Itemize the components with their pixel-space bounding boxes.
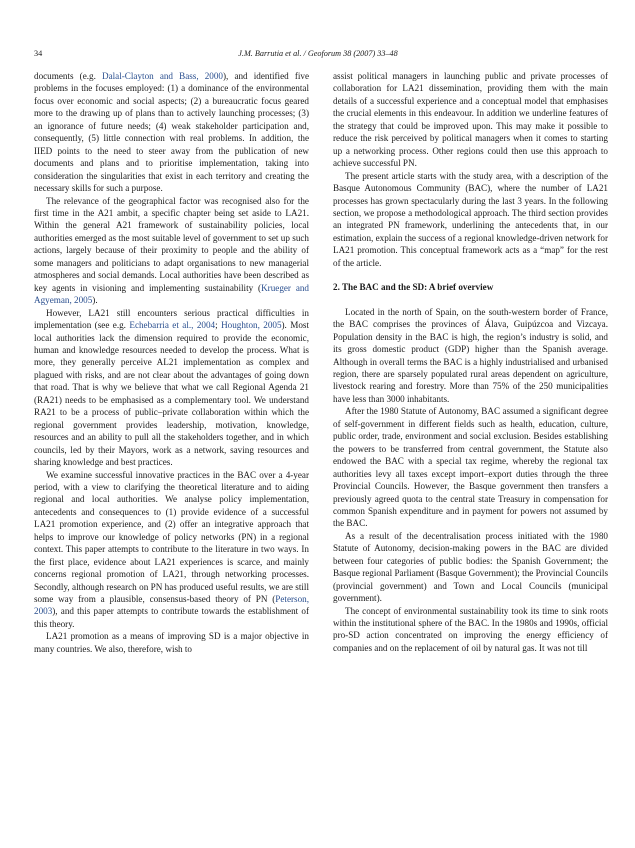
citation-link[interactable]: Houghton, 2005 — [221, 320, 282, 331]
running-header — [34, 49, 602, 61]
paragraph: The present article starts with the study area, with a description of the Basque Autonomous Community (BAC), where the number of LA21 processes has grown spectacularly during the last 3 years. In the following section, we propose a methodological approach. The third section provides an integrated PN framework, underlining the antecedents that, in our estimation, explain the success of a regional knowledge-driven network for LA21 promotion. This conceptual framework acts as a “map” for the rest of the article. — [333, 170, 608, 268]
section-heading: 2. The BAC and the SD: A brief overview — [333, 282, 494, 293]
paragraph: assist political managers in launching public and private processes of collaboration for LA21 dissemination, providing them with the main details of a successful experience and a conceptual model that emphasises the crucial elements in this endeavour. In addition we underline features of the strategy that could be improved upon. This may make it possible to reduce the risk perceived by political managers when it comes to starting up a networking process. Other regions could then use this approach to achieve successful PN. — [333, 71, 608, 169]
citation-link[interactable]: Peterson, 2003 — [34, 594, 309, 617]
citation-link[interactable]: Dalal-Clayton and Bass, 2000 — [102, 71, 223, 81]
paragraph: We examine successful innovative practices in the BAC over a 4-year period, with a view to clarifying the theoretical literature and to aiding regional and local authorities. We analyse policy implementation, antecedents and consequences to (1) provide evidence of a successful LA21 promotion experience, and (2) offer an integrative approach that helps to improve our knowledge of policy networks (PN) in a regional context. This paper attempts to contribute to the literature in two ways. In the first place, evidence about LA21 experiences is scarce, and mainly concerns regional promotion of LA21, through networking processes. Secondly, although research on PN has produced useful results, we are still some way from a plausible, consensus-based theory of PN (Peterson, 2003), and this paper attempts to contribute towards the establishment of this theory. — [34, 469, 309, 629]
paragraph: However, LA21 still encounters serious practical difficulties in implementation (see e.g. Echebarria et al., 2004; Houghton, 2005). Most local authorities lack the dimension required to provide the economic, human and knowledge resources needed to develop the process. What is more, they generally perceive AL21 implementation as complex and plagued with risks, and are not clear about the advantages of going down that road. That is why we believe that what we call Regional Agenda 21 (RA21) needs to be emphasised as a complementary tool. We understand RA21 to be a process of public–private collaboration within which the regional government provides leadership, motivation, knowledge, resources and an ability to pull all the stakeholders together, and in which councils, led by their Mayors, work as a network, saving resources and sharing knowledge and best practices. — [34, 307, 310, 468]
paragraph: The concept of environmental sustainability took its time to sink roots within the institutional sphere of the BAC. In the 1980s and 1990s, official pro-SD action concentrated on improving the energy efficiency of companies and on the replacement of oil by natural gas. It was not till — [333, 605, 608, 653]
paragraph: The relevance of the geographical factor was recognised also for the first time in the A21 ambit, a specific chapter being set aside to LA21. Within the general A21 framework of sustainability policies, local authorities emerged as the most suitable level of government to set up such actions, largely because of their proximity to people and the ability of some managers and politicians to adapt organisations to new managerial atmospheres and social demands. Local authorities have been described as key agents in visioning and implementing sustainability (Krueger and Agyeman, 2005). — [34, 195, 309, 306]
running-title: J.M. Barrutia et al. / Geoforum 38 (2007) 33–48 — [238, 49, 398, 58]
paragraph: LA21 promotion as a means of improving SD is a major objective in many countries. We also, therefore, wish to — [34, 631, 309, 654]
citation-link[interactable]: Krueger and Agyeman, 2005 — [34, 282, 309, 306]
citation-link[interactable]: Echebarria et al., 2004 — [129, 320, 216, 331]
paragraph: Located in the north of Spain, on the south-western border of France, the BAC comprises the provinces of Álava, Guipúzcoa and Vizcaya. Population density in the BAC is high, the region’s industry is solid, and its gross domestic product (GDP) higher than the Spanish average. Although in overall terms the BAC is a highly industrialised and urbanised region, there are sparsely populated rural areas dependent on agriculture, livestock rearing and forestry. More than 75% of the 250 municipalities have less than 3000 inhabitants. — [333, 306, 608, 404]
left-column — [34, 70, 309, 655]
paragraph: After the 1980 Statute of Autonomy, BAC assumed a significant degree of self-government in different fields such as health, education, culture, public order, trade, environment and social exclusion. Besides establishing the powers to be transferred from central government, the Statute also endowed the BAC with a special tax regime, whereby the regional tax authorities levy all taxes except import–export duties through the three Provincial Councils. However, the Basque government then transfers a previously agreed quota to the central state Treasury in compensation for common Spanish expenditure and in payment for powers not assumed by the BAC. — [333, 406, 608, 529]
paragraph: documents (e.g. Dalal-Clayton and Bass, 2000), and identified five problems in the focuses employed: (1) a dominance of the environmental focus over economic and social aspects; (2) a bureaucratic focus geared more to the drawing up of plans than to actively launching processes; (3) an ignorance of future needs; (4) weak stakeholder participation and, consequently, (5) little connection with real problems. In addition, the IIED points to the need to steer away from the publication of new documents and plans and to prioritise implementation, taking into consideration the singularities that exist in each territory and creating the necessary skills for such a purpose. — [34, 71, 310, 194]
right-column — [333, 70, 608, 654]
paragraph: As a result of the decentralisation process initiated with the 1980 Statute of Autonomy, decision-making powers in the BAC are divided between four categories of public bodies: the Spanish Government; the Basque regional Parliament (Basque Government); the Provincial Councils (provincial government) and Town and Local Councils (municipal government). — [333, 530, 608, 604]
page-number: 34 — [34, 49, 43, 58]
